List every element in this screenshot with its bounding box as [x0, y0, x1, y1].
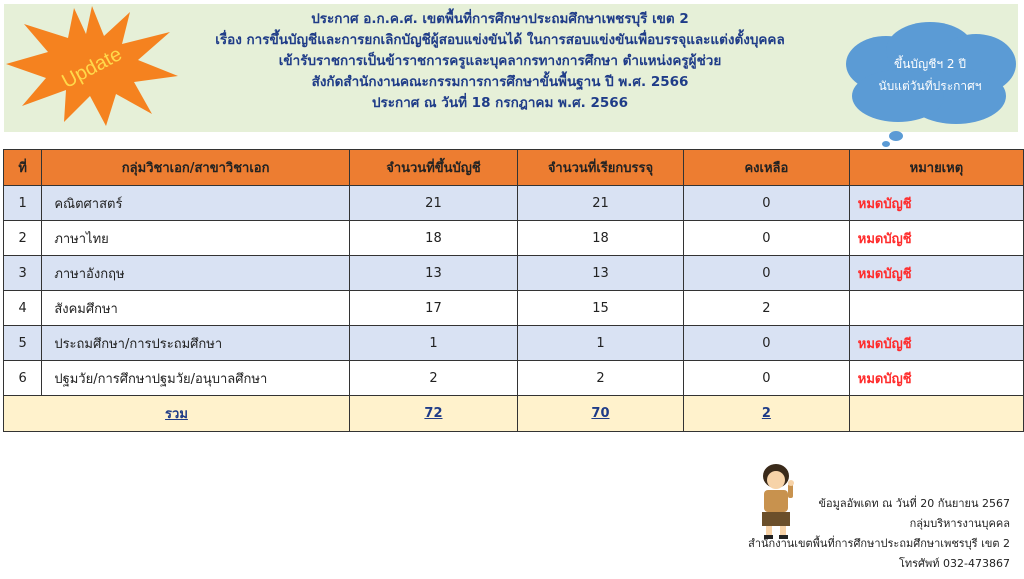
- row-listed: 18: [349, 221, 517, 256]
- heading-line-4: สังกัดสำนักงานคณะกรรมการการศึกษาขั้นพื้นฐาน ปี พ.ศ. 2566: [311, 74, 689, 90]
- heading-line-5: ประกาศ ณ วันที่ 18 กรกฎาคม พ.ศ. 2566: [371, 95, 629, 111]
- row-remaining: 0: [684, 186, 850, 221]
- col-header-subject: กลุ่มวิชาเอก/สาขาวิชาเอก: [42, 150, 350, 186]
- recruitment-table: [3, 149, 1024, 432]
- announcement-heading: [150, 9, 850, 114]
- heading-line-2: เรื่อง การขึ้นบัญชีและการยกเลิกบัญชีผู้สอบแข่งขันได้ ในการสอบแข่งขันเพื่อบรรจุและแต่งตั้งบุคคล: [215, 32, 785, 48]
- col-header-note: หมายเหตุ: [849, 150, 1023, 186]
- row-listed: 17: [349, 291, 517, 326]
- row-note: หมดบัญชี: [849, 326, 1023, 361]
- row-remaining: 2: [684, 291, 850, 326]
- row-note: หมดบัญชี: [849, 361, 1023, 396]
- table-header-row: [4, 150, 1024, 186]
- row-listed: 13: [349, 256, 517, 291]
- row-remaining: 0: [684, 221, 850, 256]
- row-called: 2: [517, 361, 683, 396]
- row-called: 18: [517, 221, 683, 256]
- update-badge-label: Update: [58, 43, 126, 93]
- total-listed: 72: [424, 406, 443, 421]
- row-subject: ปฐมวัย/การศึกษาปฐมวัย/อนุบาลศึกษา: [42, 361, 350, 396]
- total-label-cell: [4, 396, 350, 432]
- table-row: [4, 291, 1024, 326]
- total-remaining: 2: [761, 406, 771, 421]
- row-listed: 21: [349, 186, 517, 221]
- row-called: 13: [517, 256, 683, 291]
- row-subject: ภาษาไทย: [42, 221, 350, 256]
- row-listed: 1: [349, 326, 517, 361]
- col-header-remaining: คงเหลือ: [684, 150, 850, 186]
- total-note-cell: [849, 396, 1023, 432]
- col-header-called: จำนวนที่เรียกบรรจุ: [517, 150, 683, 186]
- row-note: หมดบัญชี: [849, 221, 1023, 256]
- row-subject: ภาษาอังกฤษ: [42, 256, 350, 291]
- row-no: 2: [4, 221, 42, 256]
- total-listed-cell: [349, 396, 517, 432]
- col-header-no: ที่: [4, 150, 42, 186]
- footer-update-date: ข้อมูลอัพเดท ณ วันที่ 20 กันยายน 2567: [818, 497, 1010, 510]
- table-row: [4, 361, 1024, 396]
- row-remaining: 0: [684, 326, 850, 361]
- row-subject: สังคมศึกษา: [42, 291, 350, 326]
- row-called: 15: [517, 291, 683, 326]
- row-remaining: 0: [684, 361, 850, 396]
- footer-department: กลุ่มบริหารงานบุคคล: [909, 517, 1010, 530]
- footer-info: [748, 494, 1010, 574]
- row-no: 6: [4, 361, 42, 396]
- col-header-listed: จำนวนที่ขึ้นบัญชี: [349, 150, 517, 186]
- row-note: หมดบัญชี: [849, 186, 1023, 221]
- row-no: 3: [4, 256, 42, 291]
- row-listed: 2: [349, 361, 517, 396]
- cloud-line-2: นับแต่วันที่ประกาศฯ: [878, 79, 982, 93]
- heading-line-3: เข้ารับราชการเป็นข้าราชการครูและบุคลากรทางการศึกษา ตำแหน่งครูผู้ช่วย: [278, 53, 722, 69]
- total-called-cell: [517, 396, 683, 432]
- table-row: [4, 221, 1024, 256]
- row-subject: คณิตศาสตร์: [42, 186, 350, 221]
- total-called: 70: [591, 406, 610, 421]
- table-total-row: [4, 396, 1024, 432]
- row-no: 5: [4, 326, 42, 361]
- footer-office: สำนักงานเขตพื้นที่การศึกษาประถมศึกษาเพชรบุรี เขต 2: [748, 537, 1010, 550]
- row-remaining: 0: [684, 256, 850, 291]
- row-called: 1: [517, 326, 683, 361]
- total-label: รวม: [165, 407, 188, 422]
- cloud-line-1: ขึ้นบัญชีฯ 2 ปี: [893, 57, 967, 71]
- thought-cloud-icon: [838, 18, 1020, 148]
- table-row: [4, 326, 1024, 361]
- footer-phone: โทรศัพท์ 032-473867: [898, 557, 1010, 570]
- row-called: 21: [517, 186, 683, 221]
- row-no: 1: [4, 186, 42, 221]
- table-row: [4, 256, 1024, 291]
- row-note: [849, 291, 1023, 326]
- table-row: [4, 186, 1024, 221]
- row-no: 4: [4, 291, 42, 326]
- total-remaining-cell: [684, 396, 850, 432]
- row-subject: ประถมศึกษา/การประถมศึกษา: [42, 326, 350, 361]
- row-note: หมดบัญชี: [849, 256, 1023, 291]
- heading-line-1: ประกาศ อ.ก.ค.ศ. เขตพื้นที่การศึกษาประถมศึกษาเพชรบุรี เขต 2: [311, 11, 689, 27]
